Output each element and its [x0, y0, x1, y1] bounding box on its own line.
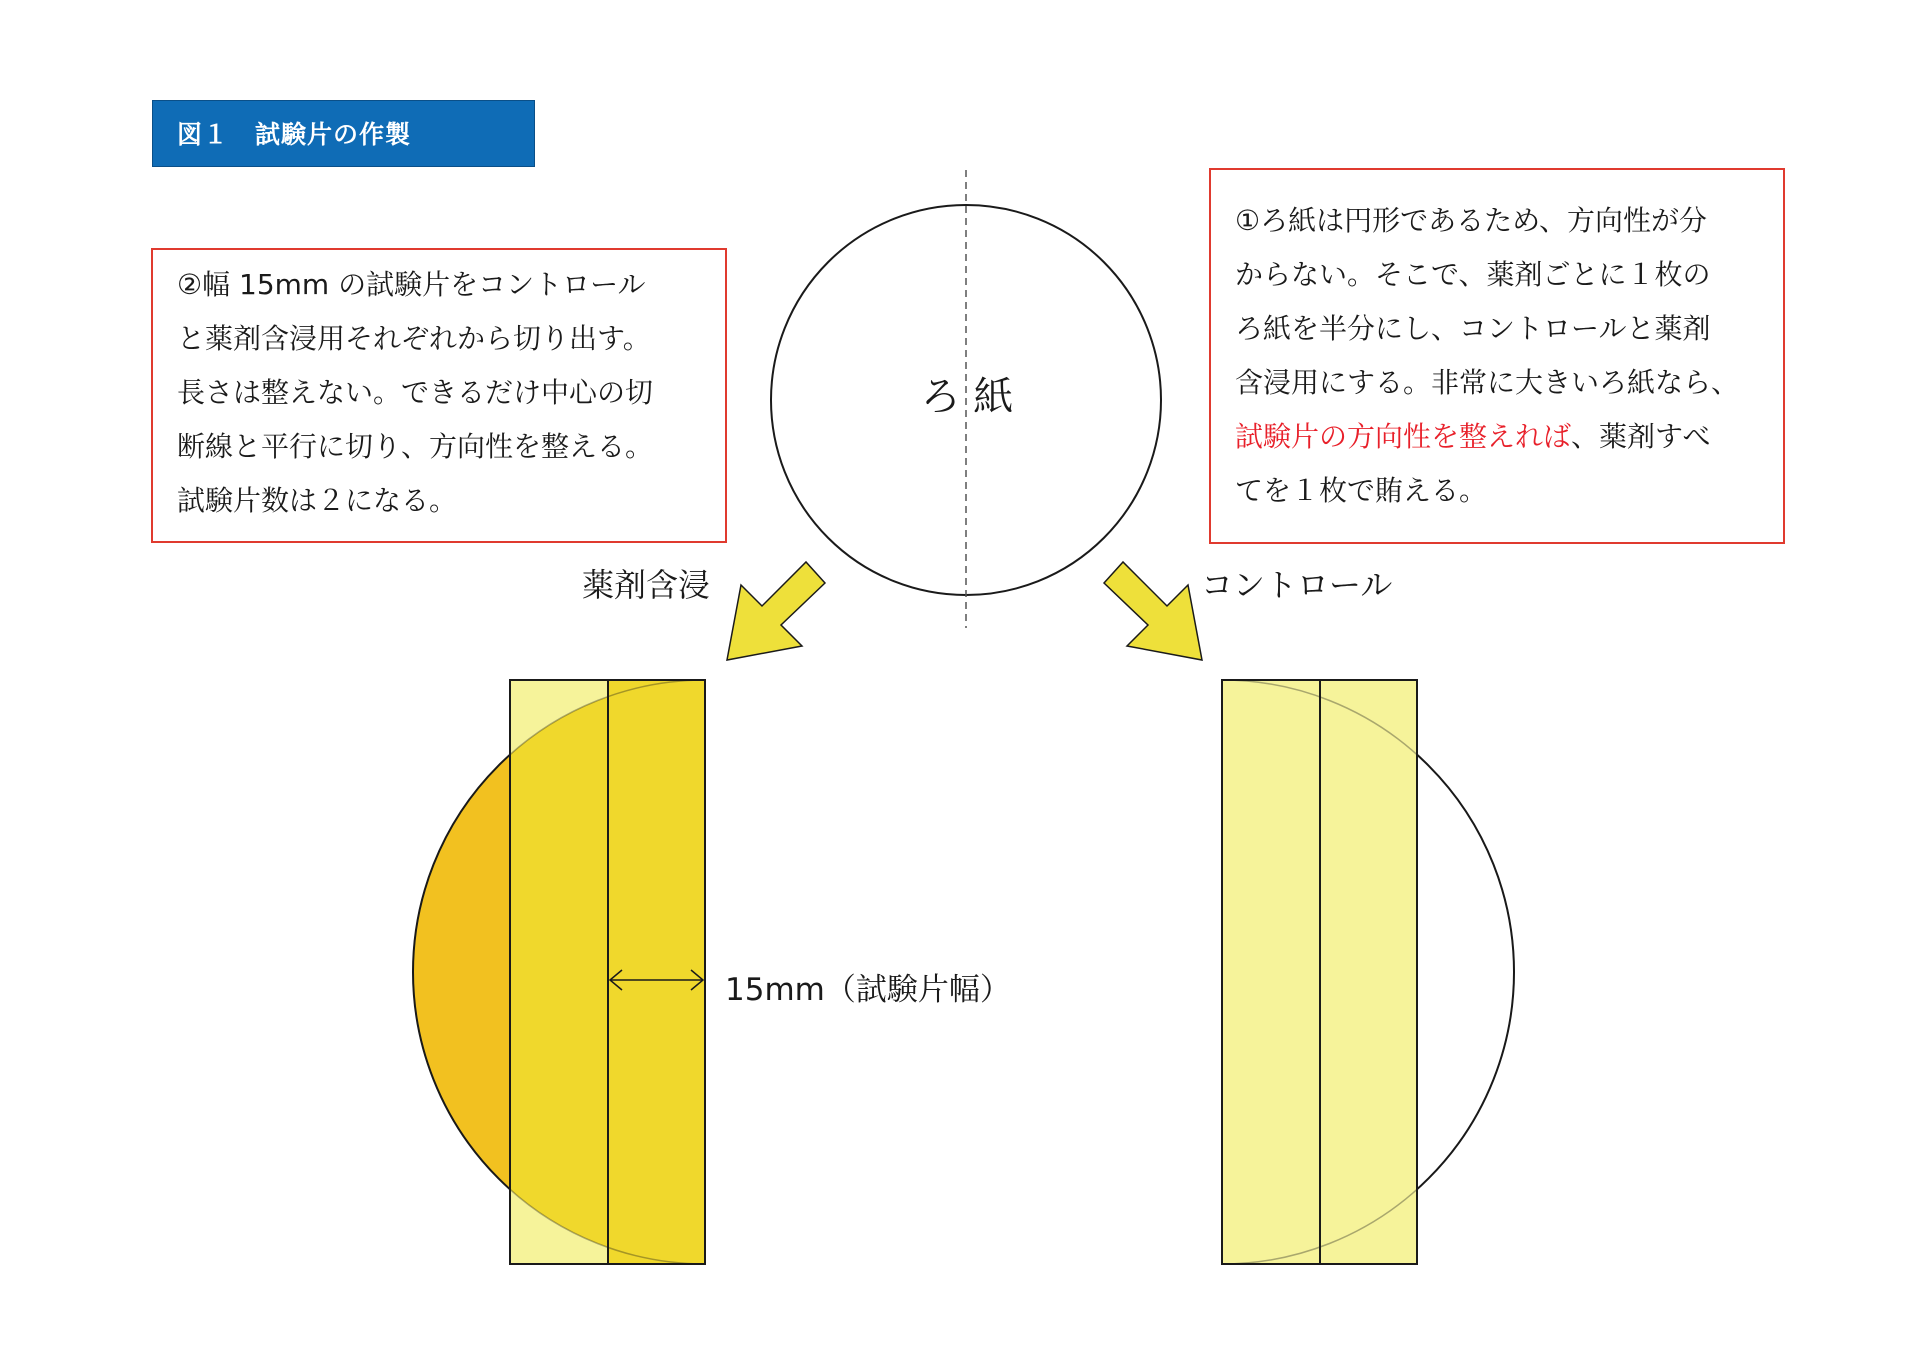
highlight-text: 試験片の方向性を整えれば: [1235, 420, 1572, 453]
control-strip-inner: [1320, 680, 1417, 1264]
drug-impregnation-label: 薬剤含浸: [582, 566, 711, 604]
note-step1-line: てを１枚で賄える。: [1235, 474, 1488, 507]
control-label: コントロール: [1201, 566, 1393, 604]
note-step1-line: ろ紙を半分にし、コントロールと薬剤: [1235, 312, 1711, 345]
note-step2-line: 断線と平行に切り、方向性を整える。: [177, 430, 654, 463]
note-step1-line: からない。そこで、薬剤ごとに１枚の: [1235, 258, 1711, 291]
note-step2-line: 長さは整えない。できるだけ中心の切: [177, 376, 654, 409]
strip-width-label: 15mm（試験片幅）: [725, 972, 1011, 1008]
note-step2-line: 試験片数は２になる。: [177, 484, 458, 517]
figure-title: 図１ 試験片の作製: [152, 100, 535, 167]
control-strip-outer: [1222, 680, 1320, 1264]
note-step1-text: 、薬剤すべ: [1571, 420, 1711, 453]
note-step1-line: ①ろ紙は円形であるため、方向性が分: [1235, 204, 1707, 237]
arrow-down-right-icon: [1104, 562, 1202, 660]
filter-paper-label: ろ 紙: [920, 374, 1014, 420]
arrow-down-left-icon: [727, 562, 825, 660]
note-step2-line: と薬剤含浸用それぞれから切り出す。: [177, 322, 651, 355]
note-step1-line: 含浸用にする。非常に大きいろ紙なら、: [1235, 366, 1740, 399]
drug-strip-overlap: [510, 680, 608, 1264]
drug-strip-inner: [608, 680, 705, 1264]
note-step2-line: ②幅 15mm の試験片をコントロール: [177, 268, 646, 301]
